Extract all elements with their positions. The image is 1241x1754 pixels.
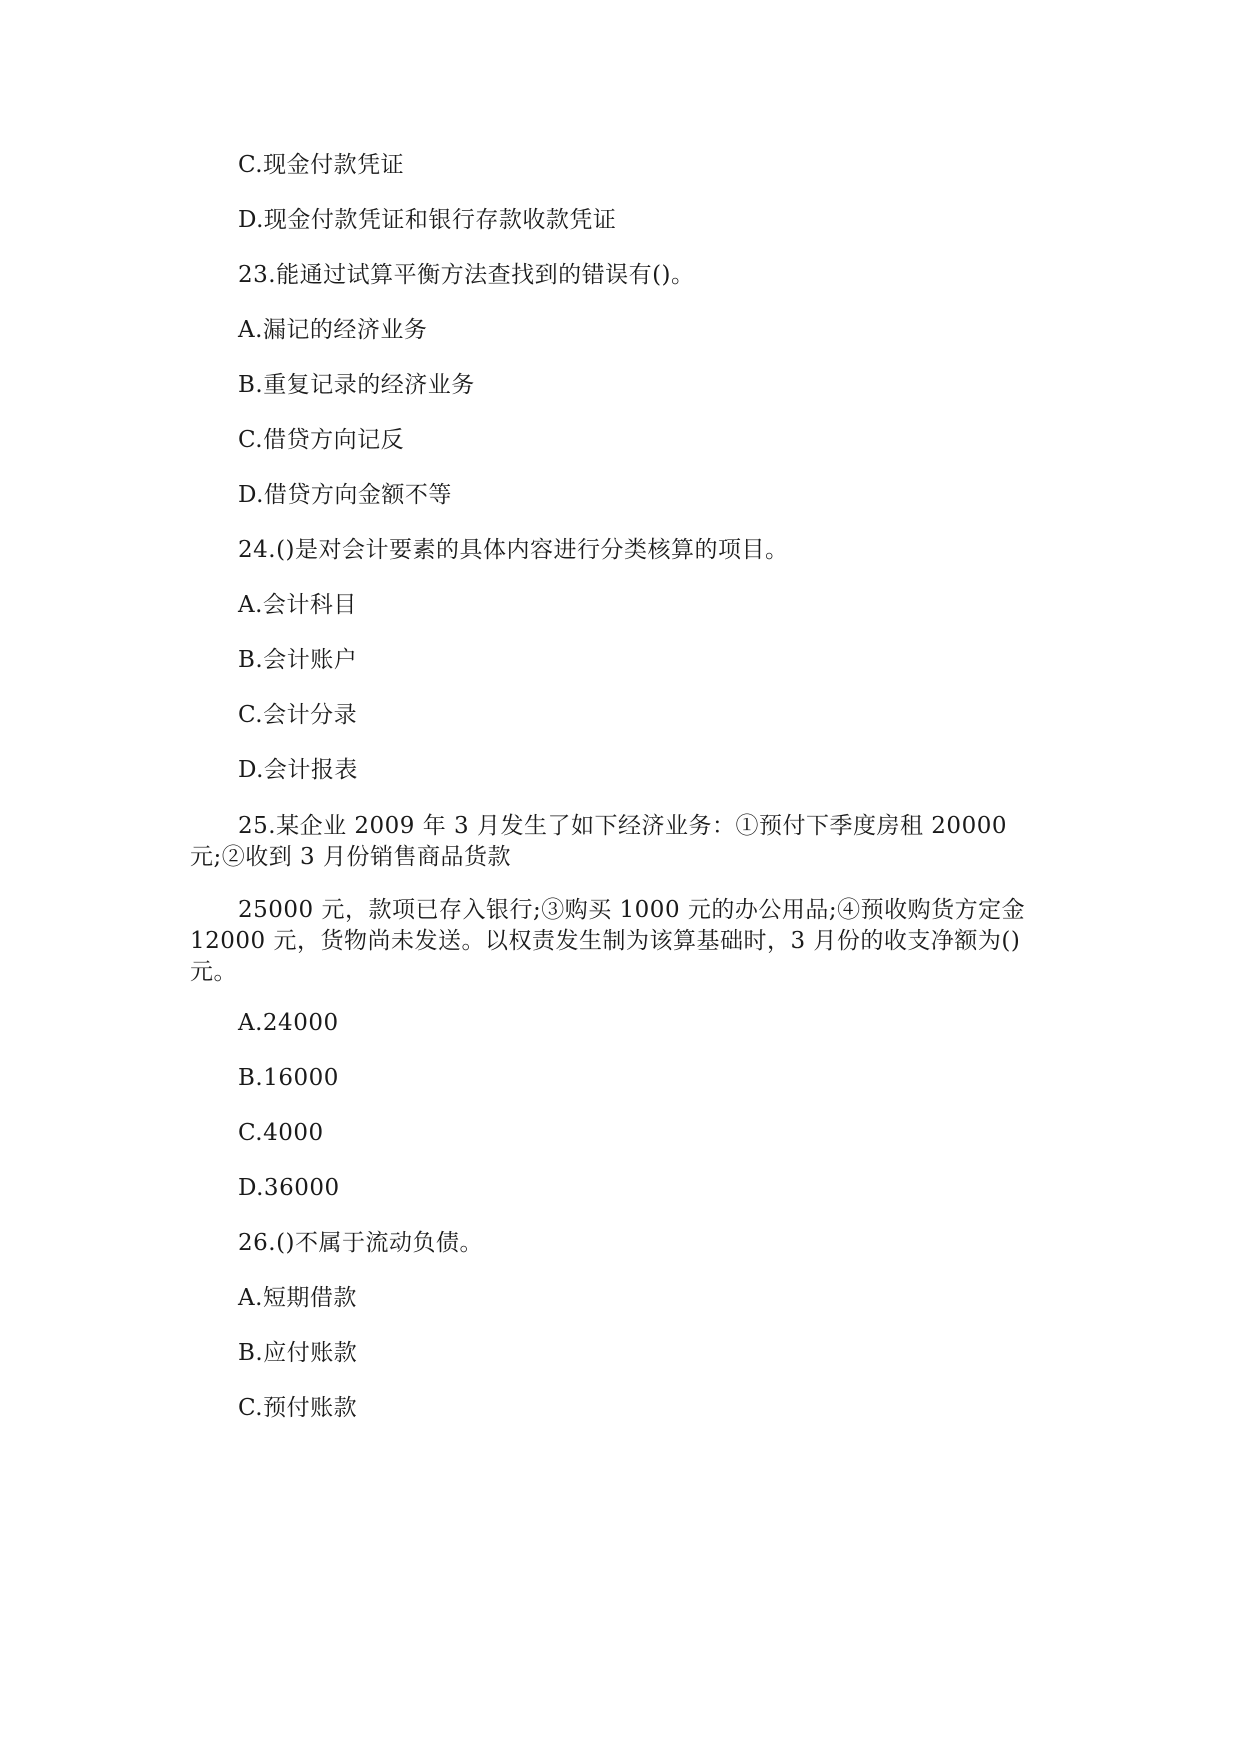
option-c-q22: C.现金付款凭证 (238, 152, 405, 178)
option-c-q24: C.会计分录 (238, 702, 358, 728)
option-c-q26: C.预付账款 (238, 1395, 358, 1421)
option-c-q25: C.4000 (238, 1120, 324, 1146)
option-b-q25: B.16000 (238, 1065, 339, 1091)
question-26: 26.()不属于流动负债。 (238, 1230, 484, 1256)
option-a-q25: A.24000 (238, 1010, 339, 1036)
option-d-q24: D.会计报表 (238, 757, 358, 783)
question-25-part1: 25.某企业 2009 年 3 月发生了如下经济业务：①预付下季度房租 20000 元;②收到 3 月份销售商品货款 (190, 813, 1007, 870)
option-d-q23: D.借贷方向金额不等 (238, 482, 452, 508)
option-b-q26: B.应付账款 (238, 1340, 358, 1366)
option-c-q23: C.借贷方向记反 (238, 427, 405, 453)
option-d-q25: D.36000 (238, 1175, 340, 1201)
question-25-part2: 25000 元，款项已存入银行;③购买 1000 元的办公用品;④预收购货方定金 12000 元，货物尚未发送。以权责发生制为该算基础时，3 月份的收支净额为()元。 (190, 897, 1026, 985)
question-23: 23.能通过试算平衡方法查找到的错误有()。 (238, 262, 695, 288)
option-b-q23: B.重复记录的经济业务 (238, 372, 475, 398)
option-a-q26: A.短期借款 (238, 1285, 357, 1311)
option-a-q23: A.漏记的经济业务 (238, 317, 428, 343)
option-b-q24: B.会计账户 (238, 647, 358, 673)
option-a-q24: A.会计科目 (238, 592, 357, 618)
question-24: 24.()是对会计要素的具体内容进行分类核算的项目。 (238, 537, 789, 563)
option-d-q22: D.现金付款凭证和银行存款收款凭证 (238, 207, 617, 233)
